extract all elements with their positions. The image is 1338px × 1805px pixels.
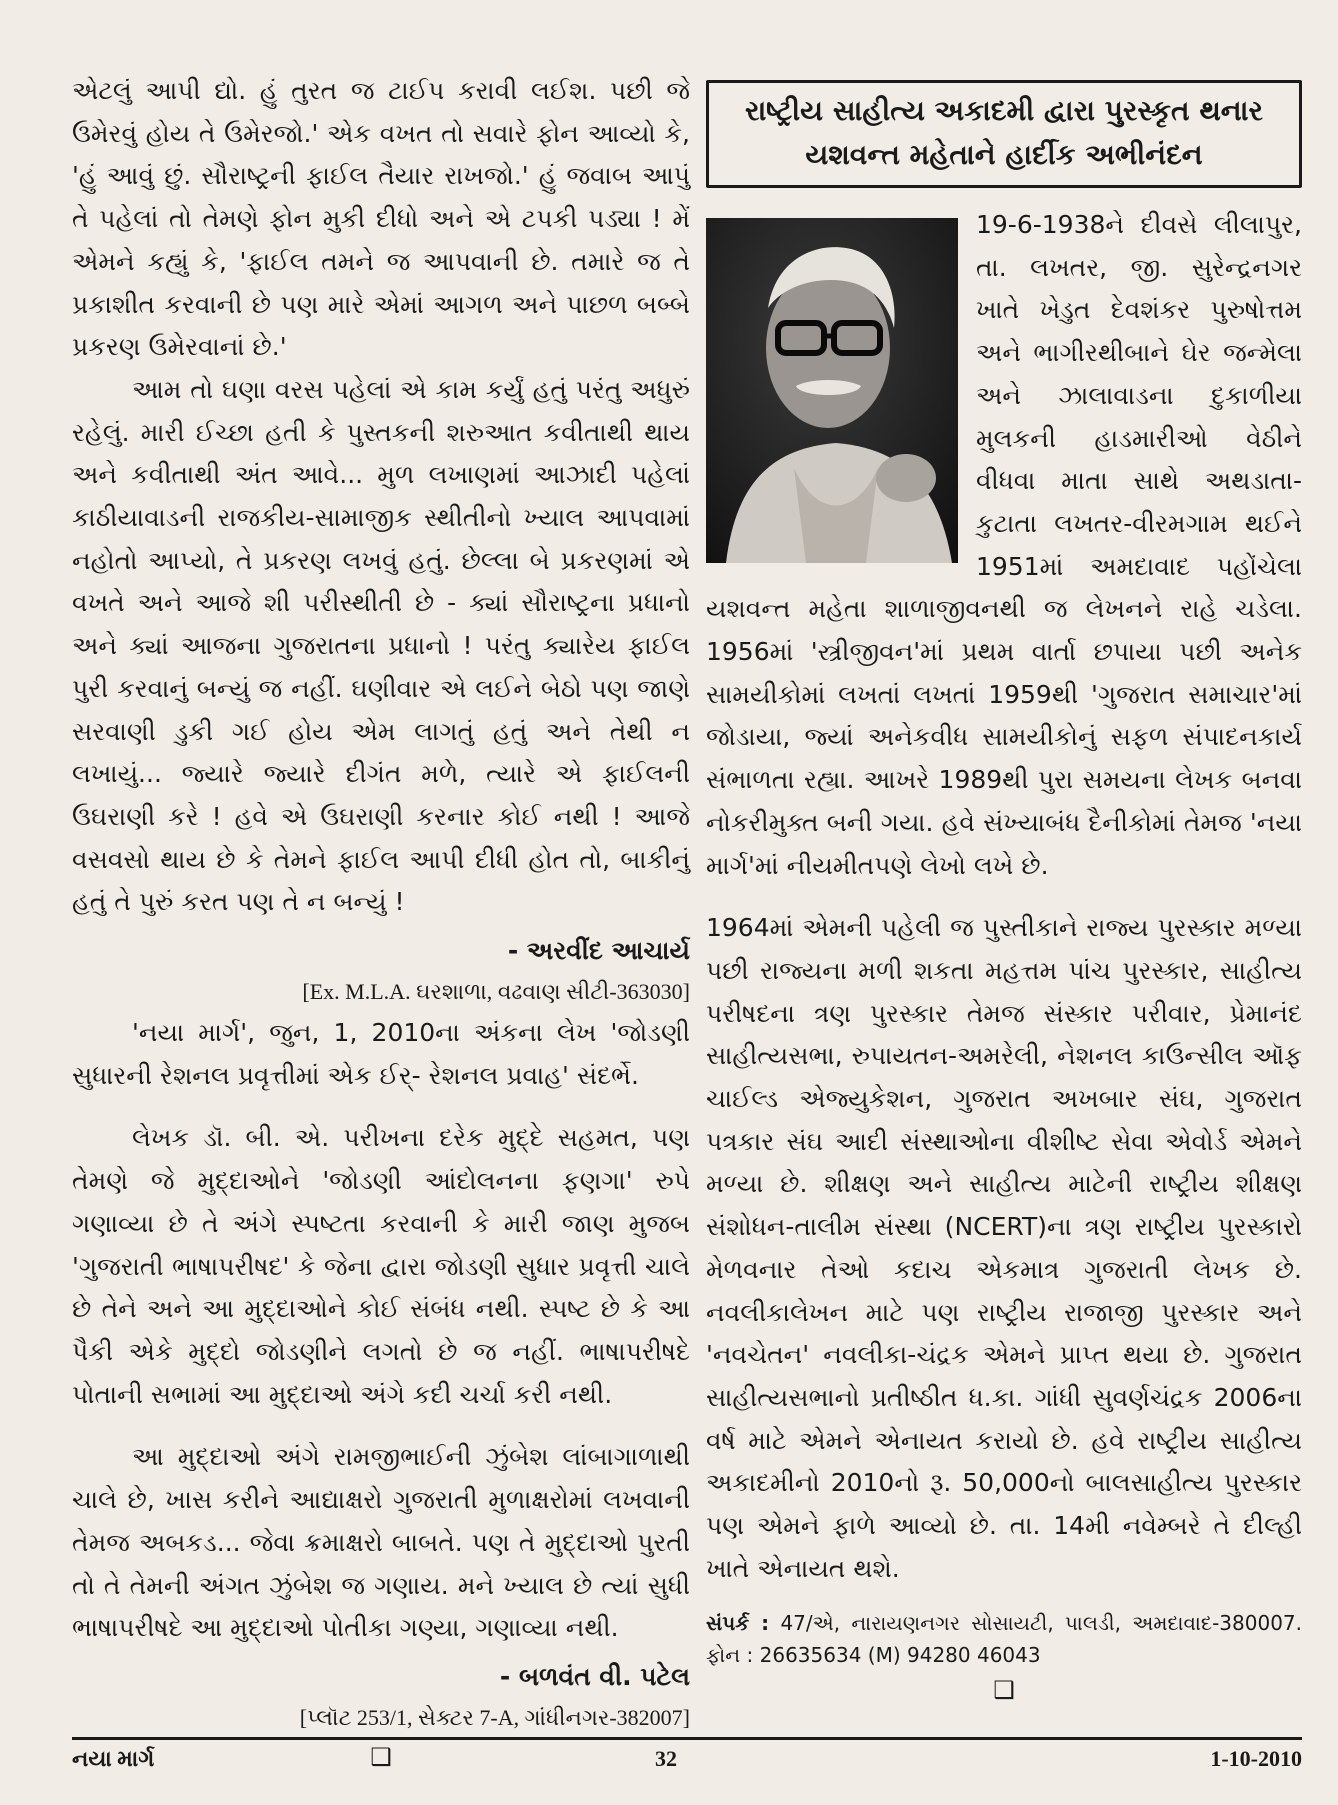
right-paragraph-2: 1964માં એમની પહેલી જ પુસ્તીકાને રાજ્ય પુરસ્કાર મળ્યા પછી રાજ્યના મળી શકતા મહત્તમ પાંચ પુરસ્કાર, સાહીત્ય પરીષદના ત્રણ પુરસ્કાર તેમજ સંસ્કાર પરીવાર, પ્રેમાનંદ સાહીત્યસભા, રુપાયતન-અમરેલી, નેશનલ કાઉન્સીલ ઑફ ચાઈલ્ડ એજ્યુકેશન, ગુજરાત અખબાર સંઘ, ગુજરાત પત્રકાર સંઘ આદી સંસ્થાઓના વીશીષ્ટ સેવા એવોર્ડ એમને મળ્યા છે. શીક્ષણ અને સાહીત્ય માટેની રાષ્ટ્રીય શીક્ષણ સંશોધન-તાલીમ સંસ્થા (NCERT)ના ત્રણ રાષ્ટ્રીય પુરસ્કારો મેળવનાર તેઓ કદાચ એકમાત્ર ગુજરાતી લેખક છે. નવલીકાલેખન માટે પણ રાષ્ટ્રીય રાજાજી પુરસ્કાર અને 'નવચેતન' નવલીકા-ચંદ્રક એમને પ્રાપ્ત થયા છે. ગુજરાત સાહીત્યસભાનો પ્રતીષ્ઠીત ધ.કા. ગાંધી સુવર્ણચંદ્રક 2006ના વર્ષ માટે એમને એનાયત કરાયો છે. હવે રાષ્ટ્રીય સાહીત્ય અકાદમીનો 2010નો રૂ. 50,000નો બાલસાહીત્ય પુરસ્કાર પણ એમને ફાળે આવ્યો છે. તા. 14મી નવેમ્બરે તે દીલ્હી ખાતે એનાયત થશે.: [706, 913, 1302, 1583]
address-1: [Ex. M.L.A. ઘરશાળા, વઢવાણ સીટી-363030]: [302, 979, 690, 1005]
left-column: [72, 70, 690, 1772]
footer-rule: [72, 1737, 1302, 1740]
author-photo: [706, 218, 958, 563]
left-paragraph-4: લેખક ડૉ. બી. એ. પરીખના દરેક મુદ્દે સહમત, પણ તેમણે જે મુદ્દાઓને 'જોડણી આંદોલનના ફણગા' રુપે ગણાવ્યા છે તે અંગે સ્પષ્ટતા કરવાની કે મારી જાણ મુજબ 'ગુજરાતી ભાષાપરીષદ' કે જેના દ્વારા જોડણી સુધાર પ્રવૃત્તી ચાલે છે તેને અને આ મુદ્દાઓને કોઈ સંબંધ નથી. સ્પષ્ટ છે કે આ પૈકી એકે મુદ્દો જોડણીને લગતો છે જ નહીં. ભાષાપરીષદે પોતાની સભામાં આ મુદ્દાઓ અંગે કદી ચર્ચા કરી નથી.: [72, 1123, 690, 1409]
address-2: [પ્લૉટ 253/1, સેક્ટર 7-A, ગાંધીનગર-382007]: [299, 1704, 690, 1730]
portrait-image: [706, 218, 958, 563]
left-paragraph-2: આમ તો ઘણા વરસ પહેલાં એ કામ કર્યું હતું પરંતુ અધુરું રહેલું. મારી ઈચ્છા હતી કે પુસ્તકની શરુઆત કવીતાથી થાય અને કવીતાથી અંત આવે... મુળ લખાણમાં આઝાદી પહેલાં કાઠીયાવાડની રાજકીય-સામાજીક સ્થીતીનો ખ્યાલ આપવામાં નહોતો આપ્યો, તે પ્રકરણ લખવું હતું. છેલ્લા બે પ્રકરણમાં એ વખતે અને આજે શી પરીસ્થીતી છે - ક્યાં સૌરાષ્ટ્રના પ્રધાનો અને ક્યાં આજના ગુજરાતના પ્રધાનો ! પરંતુ ક્યારેય ફાઈલ પુરી કરવાનું બન્યું જ નહીં. ઘણીવાર એ લઈને બેઠો પણ જાણે સરવાણી ડુકી ગઈ હોય એમ લાગતું હતું અને તેથી ન લખાયું... જ્યારે જ્યારે દીગંત મળે, ત્યારે એ ફાઈલની ઉઘરાણી કરે ! હવે એ ઉઘરાણી કરનાર કોઈ નથી ! આજે વસવસો થાય છે કે તેમને ફાઈલ આપી દીધી હોત તો, બાકીનું હતું તે પુરું કરત પણ તે ન બન્યું !: [72, 374, 690, 917]
contact-label: સંપર્ક :: [706, 1610, 770, 1635]
right-paragraph-1: 19-6-1938ને દીવસે લીલાપુર, તા. લખતર, જી. સુરેન્દ્રનગર ખાતે ખેડુત દેવશંકર પુરુષોત્તમ અને ભાગીરથીબાને ઘેર જન્મેલા અને ઝાલાવાડના દુકાળીયા મુલકની હાડમારીઓ વેઠીને વીધવા માતા સાથે અથડાતા-કુટાતા લખતર-વીરમગામ થઈને 1951માં અમદાવાદ પહોંચેલા યશવન્ત મહેતા શાળાજીવનથી જ લેખનને રાહે ચડેલા. 1956માં 'સ્ત્રીજીવન'માં પ્રથમ વાર્તા છપાયા પછી અનેક સામયીકોમાં લખતાં લખતાં 1959થી 'ગુજરાત સમાચાર'માં જોડાયા, જ્યાં અનેકવીધ સામયીકોનું સફળ સંપાદનકાર્ય સંભાળતા રહ્યા. આખરે 1989થી પુરા સમયના લેખક બનવા નોકરીમુક્ત બની ગયા. હવે સંખ્યાબંધ દૈનીકોમાં તેમજ 'નયા માર્ગ'માં નીયમીતપણે લેખો લખે છે.: [706, 210, 1302, 880]
left-paragraph-1: એટલું આપી દ્યો. હું તુરત જ ટાઈપ કરાવી લઈશ. પછી જે ઉમેરવું હોય તે ઉમેરજો.' એક વખત તો સવારે ફોન આવ્યો કે, 'હું આવું છું. સૌરાષ્ટ્રની ફાઈલ તૈયાર રાખજો.' હું જવાબ આપું તે પહેલાં તો તેમણે ફોન મુકી દીધો અને એ ટપકી પડ્યા ! મેં એમને કહ્યું કે, 'ફાઈલ તમને જ આપવાની છે. તમારે જ તે પ્રકાશીત કરવાની છે પણ મારે એમાં આગળ અને પાછળ બબ્બે પ્રકરણ ઉમેરવાનાં છે.': [72, 76, 690, 362]
end-mark-left: ❑: [370, 1742, 392, 1771]
contact-text: 47/એ, નારાયણનગર સોસાયટી, પાલડી, અમદાવાદ-380007. ફોન : 26635634 (M) 94280 46043: [706, 1610, 1303, 1667]
contact-info: [706, 1607, 1302, 1671]
end-mark-right: ❑: [993, 1675, 1015, 1704]
left-paragraph-3: 'નયા માર્ગ', જુન, 1, 2010ના અંકના લેખ 'જોડણી સુધારની રેશનલ પ્રવૃત્તીમાં એક ઈર્- રેશનલ પ્રવાહ' સંદર્ભે.: [72, 1018, 690, 1090]
footer-magazine-name: નયા માર્ગ: [72, 1746, 155, 1771]
left-paragraph-5: આ મુદ્દાઓ અંગે રામજીભાઈની ઝુંબેશ લાંબાગાળાથી ચાલે છે, ખાસ કરીને આદ્યાક્ષરો ગુજરાતી મુળાક્ષરોમાં લખવાની તેમજ અબકડ... જેવા ક્રમાક્ષરો બાબતે. પણ તે મુદ્દાઓ પુરતી તો તે તેમની અંગત ઝુંબેશ જ ગણાય. મને ખ્યાલ છે ત્યાં સુધી ભાષાપરીષદે આ મુદ્દાઓ પોતીકા ગણ્યા, ગણાવ્યા નથી.: [72, 1442, 690, 1643]
footer-page-number: 32: [655, 1746, 677, 1771]
signature-1: - અરવીંદ આચાર્ય: [507, 936, 690, 966]
article-title: રાષ્ટ્રીય સાહીત્ય અકાદમી દ્વારા પુરસ્કૃત થનાર યશવન્ત મહેતાને હાર્દીક અભીનંદન: [706, 80, 1302, 188]
signature-2: - બળવંત વી. પટેલ: [499, 1661, 690, 1691]
footer-date: 1-10-2010: [1210, 1746, 1302, 1771]
right-column: [706, 70, 1302, 1705]
